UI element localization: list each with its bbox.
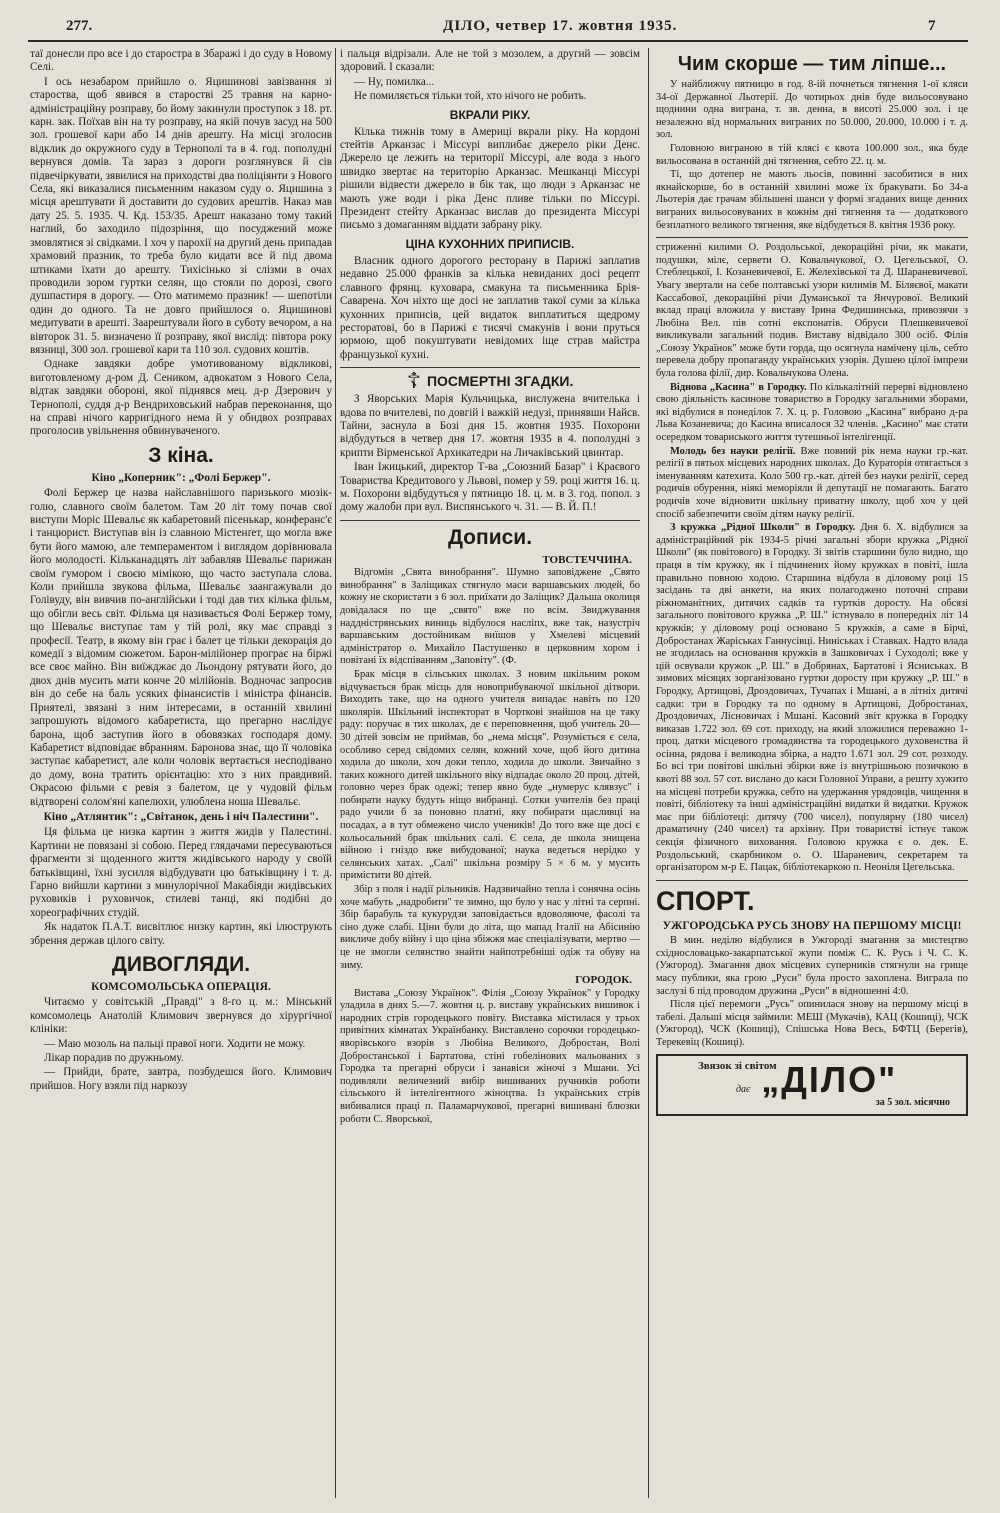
paragraph: Після цієї перемоги „Русь" опинилася знову на першому місці в табелі. Дальші місця займили: МЕШ (Мукачів), КАЦ (Кошиці), ЧСК (Ужгород), ЧСК (Кошиці), Спішська Нова Весь, БФТЦ (Берегів), Терекевіц (Кошиці).: [656, 999, 968, 1048]
paragraph: Ця фільма це низка картин з життя жидів у Палестині. Картини не повязані зі собою. Перед глядачами пересуваються фрагменти зі щоденного життя жидівського народу у своїй батьківщині, їхні зусилля відбудувати цю батьківщину і т. д. Гарно вийшли картини з минулорічної Макабіяди жидівських руховиків і руховичок, стилеві танці, які подібні до хореографічних студій.: [30, 826, 332, 919]
divider: [340, 367, 640, 368]
paragraph: У найближчу пятницю в год. 8-ій почнеться тягнення 1-ої кляси 34-ої Державної Льотерії. До чотирьох днів буде вильосовувано щоднини одна виграна, т. зв. денна, в висоті 25.000 зол. і це незалежно від нормальних виграних по 50.000, 20.000, 10.000 і т. д. зол.: [656, 79, 968, 141]
paragraph: Головною виграною в тій клясі є квота 100.000 зол., яка буде вильосована в останній дні тягнення, себто 22. ц. м.: [656, 142, 968, 167]
orthodox-cross-icon: ☦: [406, 368, 421, 394]
article-text: Дня 6. Х. відбулися за адміністраційний рік 1934-5 річні загальні збори кружка „Рідної Школи" (як повітового) в Городку. Зі звітів старшини було видно, що праця в тім кружку, як і підчинених йому кружках в повіті, ішла правильно повною ходою. Старшина відбула в діловому році 15 засідань та дві анкети, на яких полагоджено поточні справи ріжноманітних, дитячих садків та гуртків доросту. На обсязі загального повітового кружка „Р. Ш." істнувало в попередніх літ 14 кружків; у діловому році основано 5 кружків, а саме в Бірчі, Добростанах Жаріськах Ганнусівці. Ниніськах і Ставках. Надто влада не згодилась на основання кружків в Зашковичах і Суходолі; вже у цій освували кружок „Р. Ш." в Добрянах, Бартатові і Ясниськах. В зимових місяцях зорганізовано гуртки доросту при кружку „Р. Ш." в Городку, Артищові, Дроздовичах, Тучапах і Мшані, а в літніх дитячі садки: три в Городку та по одному в Артищові, Добростанах, Дроздовичах, Лісновичах і Мшані. Касовий звіт кружка в Городку виказав 1.722 зол. 69 сот. приходу, на який зложилися переважно 1-проц. датки місцевого громадянства та городецького духовенства й осінна, рядова і великодна збірка, а надто 1.671 зол. 29 сот. розходу. Бо всі три повітові шкільні збірки вже із внутрішньою позичкою в квоті 88 зол. 57 сот. вислано до каси Головної Управи, а решту хужито на місцеві потреби кружка, себто на удержання урядовців, чищення в повіті, бібліотеку та інші адміністраційні видатки й видатки. Кружок має при бібліотеці: дитячу (700 чисел), популярну (180 чисел) драматичну (240 чисел) та архівну. При товаристві істнує також секція фізичного виховання. Головою кружка є о. дек. Е. Роздольський, скарбником о. О. Шараневич, секретарем та організатором м-р Е. Пацак, бібліотекаркою п. Неоніля Цегельська.: [656, 522, 968, 874]
divider: [656, 880, 968, 881]
column-divider: [335, 48, 336, 1498]
paragraph: Відгомін „Свята винобрання". Шумно заповіджене „Свято винобрання" в Заліщиках стягнуло маси варшавських людей, бо кожну не скористати з 6 зол. приїхати до Заліщик? Дальша околиця довідалася по ще „свято" вже по всім. Звиджування наддністрянських виниць відбулося насліпх, вже так, назустріч варшавським достойникам виїшов у Хмелеві місцевий адміністратор о. Михайло Пастушенко в церковним хором і повітані їх відспіванням „Заповіту". (Ф.: [340, 567, 640, 667]
article-heading-river: ВКРАЛИ РІКУ.: [449, 107, 531, 122]
paragraph: Збір з поля і надії рільників. Надзвичайно тепла і сонячна осінь хоче мабуть „надробити" те зимно, що було у нас у літні та серпні. Збір барабуль та кукурудзи заповідається вдоволяюче, фасолі та сіно дуже слабі. Ціни були до літа, що мапад Італії на Абісинію викличе добу війну і що ціна збіжжя має спеціалізувати, мертво — це не змогли селянство знайти найпотребніші одіж та обуву на зиму.: [340, 884, 640, 971]
column-page-number: 7: [928, 18, 936, 34]
dateline: ТОВСТЕЧЧИНА.: [542, 553, 632, 566]
paragraph: і пальця відрізали. Але не той з мозолем, а другий — зовсім здоровий. І сказали:: [340, 48, 640, 74]
column-right: [656, 48, 968, 1500]
ad-tagline: Звязок зі світом: [698, 1059, 777, 1072]
article-subtitle: КОМСОМОЛЬСЬКА ОПЕРАЦІЯ.: [91, 981, 271, 993]
ad-verb: дає: [736, 1083, 751, 1095]
paragraph: Кілька тижнів тому в Америці вкрали ріку. На кордоні стейтів Арканзас і Міссурі виплибає джерело ріки Денс. Джерело це лежить на території Міссурі, але вода з нього швидко звертає на територію Арканзас. Мешканці Міссурі рішили відвести джерело в бік так, що люди з Арканзас не мають уже води і ріка Денс пливе тільки по Міссурі. Президент стейту Арканзас вислав до президента Міссурі письмо з домаганням віддати забрану ріку.: [340, 125, 640, 232]
article-text: По кількалітній перерві відновлено свою діяльність касинове товариство в Городку загальними зборами, які відбулися в понеділок 7. Х. ц. р. Головою „Касина" вибрано д-ра Льва Козаневича; до Касина вписалося 32 членів. „Касино" має стати осередком товариського життя тутешньої інтелігенції.: [656, 381, 968, 444]
article-title: Віднова „Касина" в Городку.: [670, 381, 807, 393]
article-subtitle: Кіно „Коперник": „Фолі Бержер".: [91, 471, 271, 484]
section-heading-sport: СПОРТ.: [656, 885, 755, 916]
paragraph: Брак місця в сільських школах. З новим шкільним роком відчувається брак місць для новоприбуваючої шкільної дітвори. Виходить таке, що на одного учителя випадає навіть по 120 школярів. Шкільний інспекторат в Чорткові знайшов на це таку раду: поручає в тих школах, де є переповнення, щоб учитель 20—30 дітей зовсім не приймав, бо „нема місця". Розуміється є села, особливо серед свідомих селян, кожний хоче, щоб його дитина ходила до школи, хоч доки тепло, ходила до школи. Звичайно з таких кожного дитей шкільного віку відпадає около 20 проц. дітей, головно через брак одежі; тепер явно буде „нумерус клявзус" і побирати науку будуть ніщо вибранці. Сотки учителів без праці радо учили б за поновно платні, яку побирати щасливці на посадах, а в тут обмежено число учеників! До того вже ще досі є кольосальний брак шкільних салі. Є села, де школа знищена війною і гніздо вже вибудованої; наука ведеться нерідко у селянських хатах. „Салі" шкільна розміру 5 × 6 м. у мусить примістити 80 дітей.: [340, 668, 640, 882]
divider: [656, 237, 968, 238]
article-subtitle: УЖГОРОДСЬКА РУСЬ ЗНОВУ НА ПЕРШОМУ МІСЦІ!: [662, 919, 962, 932]
paragraph: Читаємо у совітській „Правді" з 8-го ц. м.: Мінський комсомолець Анатолій Климович звернувся до хірургічної клініки:: [30, 996, 332, 1036]
divider: [340, 520, 640, 521]
ad-brand: „ДІЛО": [761, 1058, 898, 1100]
header-rule: [28, 40, 968, 42]
paragraph: Ті, що дотепер не мають льосів, повинні засобитися в них якнайскорше, бо в останній хвилині може їх бракувати. Бо 34-а Льотерія дає грачам збільшені шанси у формі згаданих вище денних виграних вильосовуваних в кожнім дні тягнення та — додаткового безплатного великого тягнення, яке відбудеться 8. квітня 1936 року.: [656, 169, 968, 231]
paragraph: Не помиляється тільки той, хто нічого не робить.: [354, 90, 587, 103]
paragraph: І ось незабаром прийшло о. Яцишинові завізвання зі староства, щоб явився в старостві 25 травня на карно-адміністраційну розправу, бо йому закинули проступок з 18. рт. карн. зак. Поїхав він на ту розправу, на якій почув засуд на 500 зол. грошевої кари або 14 днів арешту. На місці зголосив відклик до окружного суду в Тернополі та в 4. год. пополудні вернувся домів. Та зараз з дороги розглянувся й сів підвечіркувати, зявилися на приходстві два поліціянти з Нового Села, які виказалися письменним наказом суду о. Яцишина з місця арештувати й доставити до судових арештів. Наказ мав дату 25. 5. 1935. Ч. Кд. 153/35. Арешт наказано тому такий наглий, бо заходило підозріння, що посуджений може змовлятися зі свідками. І хоч у парохії на другий день припадав храмовий празник, то треба було кидати все й під двома штиками їхати до арешту. Тихісінько зі слізми в очах проводили зором гуртки селян, що стояли по дорозі, свого душпастиря в дорогу. — Ото матимемо празник! — шепотіли один до одного. Та не довго прийшлося о. Яцишинові медитувати в арешті. Заарештували його в суботу вечором, а на вівторок 31. 5. визначено її розправу, якої вислід: півтора року вязниці, 300 зол. грошевої кари та 110 зол. судових коштів.: [30, 75, 332, 356]
paragraph: Вистава „Союзу Українок". Філія „Союзу Українок" у Городку уладила в днях 5.—7. жовтня ц. р. виставу українських вишивок і народних стрів городецького повіту. Виставка містилася у трьох привітних кімнатах Українбанку. Виставлено сорочки городецько-яворівського взорів з Любіна Великого, Добростан, Волі Добростанської і Бартатова, стіні гобелінових мальованих з Городка та прегарні обруси і занавіси жіночі з Мшани. Усі подивляли величезний вибір вишиваних ручників роботи сільського й інтелігентного жіноцтва. Із українських стрів вибивалися праці п. Паламарчукової, прегарні вишивані блюзки роботи С. Яворської,: [340, 987, 640, 1125]
paragraph: В мин. неділю відбулися в Ужгороді змагання за мистецтво східнословацько-закарпатської жупи поміж С. К. Русь і Ч. С. К. (Ужгород). Змагання двох місцевих суперників стягнули на грище масу публики, яка грою „Руси" була просто захоплена. Виграла по заслузі 6 під проводом дружина „Руси" в відношенні 4:0.: [656, 935, 968, 997]
article-heading-recipes: ЦІНА КУХОННИХ ПРИПИСІВ.: [405, 236, 575, 251]
page-header: [28, 14, 972, 40]
article-title: Молодь без науки релігії.: [670, 445, 796, 457]
article-subtitle: Кіно „Атлянтик": „Світанок, день і ніч Палестини".: [43, 810, 319, 823]
paragraph: — Маю мозоль на пальці правої ноги. Ходити не можу.: [44, 1037, 306, 1050]
paragraph: [656, 446, 968, 522]
article-title: З кружка „Рідної Школи" в Городку.: [670, 522, 856, 534]
column-divider: [648, 48, 649, 1498]
page-number: 277.: [66, 18, 93, 34]
paragraph: таї донесли про все і до старостра в Збаражі і до суду в Новому Селі.: [30, 48, 332, 74]
paragraph: Фолі Бержер це назва найславнішого паризького мюзік-голю, славного своїм балетом. Там 20 літ тому почав свої виступи Моріс Шевальє як кабаретовий пісенькар, конферанс'є і танцюрист. Виступав він із славною Містенґет, що могла вже бути його мамою, але темпераментом і виглядом дорівнювала його молодості. Кільканадцять літ забавляв Шевальє парижан своїм гумором і своєю мімікою, що часто заступала слова. Коли прийшла звукова фільма, Шевальє заангажували до Голівуду, він вивчив по-англійськи і тоді дав тих кілька фільм, що обігли весь світ. Фільма ця називається Фолі Бержер тому, що Шевальє виступає там у тій ролі, яку має справді з професії. Театр, в якому він грає і балет це тільки декорація до комедії з відомим сюжетом. Барон-мілійонер програє на біржі все своє майно. Він виїжджає до Льондону рятувати його, до двох днів мусить мати конче 20 мілійонів. Водночас запросив він до себе на баль усяких фінансистів і міністра фінансів. Приятелі, звязані з ним інтересами, в останній хвилині запрошують відомого кабаретиста, що прегарно наслідує барона, щоб заступив його в обовязках господаря дому. Кабаретист відповідає вбранням. Баронова знає, що її чоловіка заступає кабаретист, але коли чоловік вертається несподівано до дому, вона тратить орієнтацію: хто з них правдивий. Окрасою фільми є ревія з балетом, це у чудовій фільм відтворені солом'яні капелюхи, улюблена ноша Шевальє.: [30, 487, 332, 808]
section-heading-curiosities: ДИВОГЛЯДИ.: [111, 953, 251, 976]
section-heading-dispatches: Дописи.: [447, 525, 533, 549]
paragraph: [656, 522, 968, 875]
lottery-heading: Чим скорше — тим ліпше...: [677, 53, 947, 75]
paragraph: Власник одного дорогого ресторану в Парижі заплатив недавно 25.000 франків за кілька невиданих досі рецепт славного фрянц. куховарa, смакуна та письменника Брія-Саварена. Хоч ніхто ще досі не заплатив такої суми за кілька кухонних приписів, цей видаток виплатиться щедрому ресторатові, бо в Парижі є тисячі смакунів і вони пруться юрмою, щоб покуштувати невідомих іще страв майстра французької кухні.: [340, 254, 640, 361]
paragraph: Однаке завдяки добре умотивованому відкликові, виготовленому д-ром Д. Сеником, адвокатом з Нового Села, відтак завдяки обороні, якої піднявся мец. д-р Дзерович у Тернополі, суддя д-р Вендриховський набрав переконання, що на справі нічого карригідного нема й у обидвох розправах проголосив увільнення обвинуваченого.: [30, 358, 332, 438]
paragraph: стриженні килими О. Роздольської, декораційні річи, як макати, подушки, мілє, сервети О. Ковальчукової, О. Цегельської, О. Стеблецької, І. Козаневичевої, Е. Желехівської та Д. Шараневичевої. Увагу звертали на себе полтавські узори килимів М. Біляєвої, макати Кассабової, декораційні річи Думанської та Янчурової. Великий вклад праці вложила у виставу Ірина Федишинська, привозячи з Любіна Вел. пів сотні експонатів. Обруси Плешкевичевої викликували загальний подив. Виставу відвідало 300 осіб. Філія „Союзу Українок" може бути горда, що осягнула намічену ціль, себто перевела добру пропаганду українських узорів. Душею цілої імпрези була голова філії, дир. Ковальчукова Олена.: [656, 242, 968, 380]
paragraph: [656, 382, 968, 445]
subscription-ad: [656, 1054, 968, 1116]
obituaries-title: ПОСМЕРТНІ ЗГАДКИ.: [426, 373, 574, 390]
paragraph: З Яворських Марія Кульчицька, вислужена вчителька і вдова по вчителеві, по довгій і важкій недузі, принявши Найсв. Тайни, заснула в Бозі дня 15. жовтня 1935. Похорони відбудуться в четвер дня 17. жовтня 1935 в 4. пополудні з крипти Вірменської Архикатедри на Личаківський цвинтар.: [340, 393, 640, 459]
ad-price: за 5 зол. місячно: [875, 1097, 950, 1109]
paragraph: Іван Іжицький, директор Т-ва „Союзний Базар" і Краєвого Товариства Кредитового у Львові, помер у 59. році життя 16. ц. м. Похорони відбудуться у пятницю 18. ц. м. в 3. год. попол. з дому жалоби при вул. Виспянського ч. 31. — В. Й. П.!: [340, 461, 640, 514]
article-text: Вже повний рік нема науки гр.-кат. релігії в пятьох місцевих народних школах. До Кураторія отягається з іменуванням катехита. Коло 500 гр.-кат. дітей без науки релігії, серед родичів обурення, ніякі меморіяли й депутації не помагають. Багато родичів хоче відновити шкільну приватну школу, щоб хоч у цей спосіб забезпечити своїм дітям науку релігії.: [656, 445, 968, 520]
paragraph: — Прийди, брате, завтра, позбудешся його. Климович прийшов. Ногу взяли під наркозу: [30, 1066, 332, 1092]
column-left: [30, 48, 332, 1500]
section-heading-cinema: З кіна.: [148, 443, 214, 467]
column-middle: [340, 48, 640, 1500]
section-heading-obituaries: [340, 368, 640, 394]
dateline: ГОРОДОК.: [575, 974, 632, 987]
paragraph: Лікар порадив по дружньому.: [44, 1052, 184, 1065]
paragraph: — Ну, помилка...: [354, 75, 435, 88]
paragraph: Як надаток П.А.Т. висвітлює низку картин, які ілюструють збрення держав цілого світу.: [30, 921, 332, 947]
masthead-title: ДІЛО, четвер 17. жовтня 1935.: [443, 18, 678, 34]
